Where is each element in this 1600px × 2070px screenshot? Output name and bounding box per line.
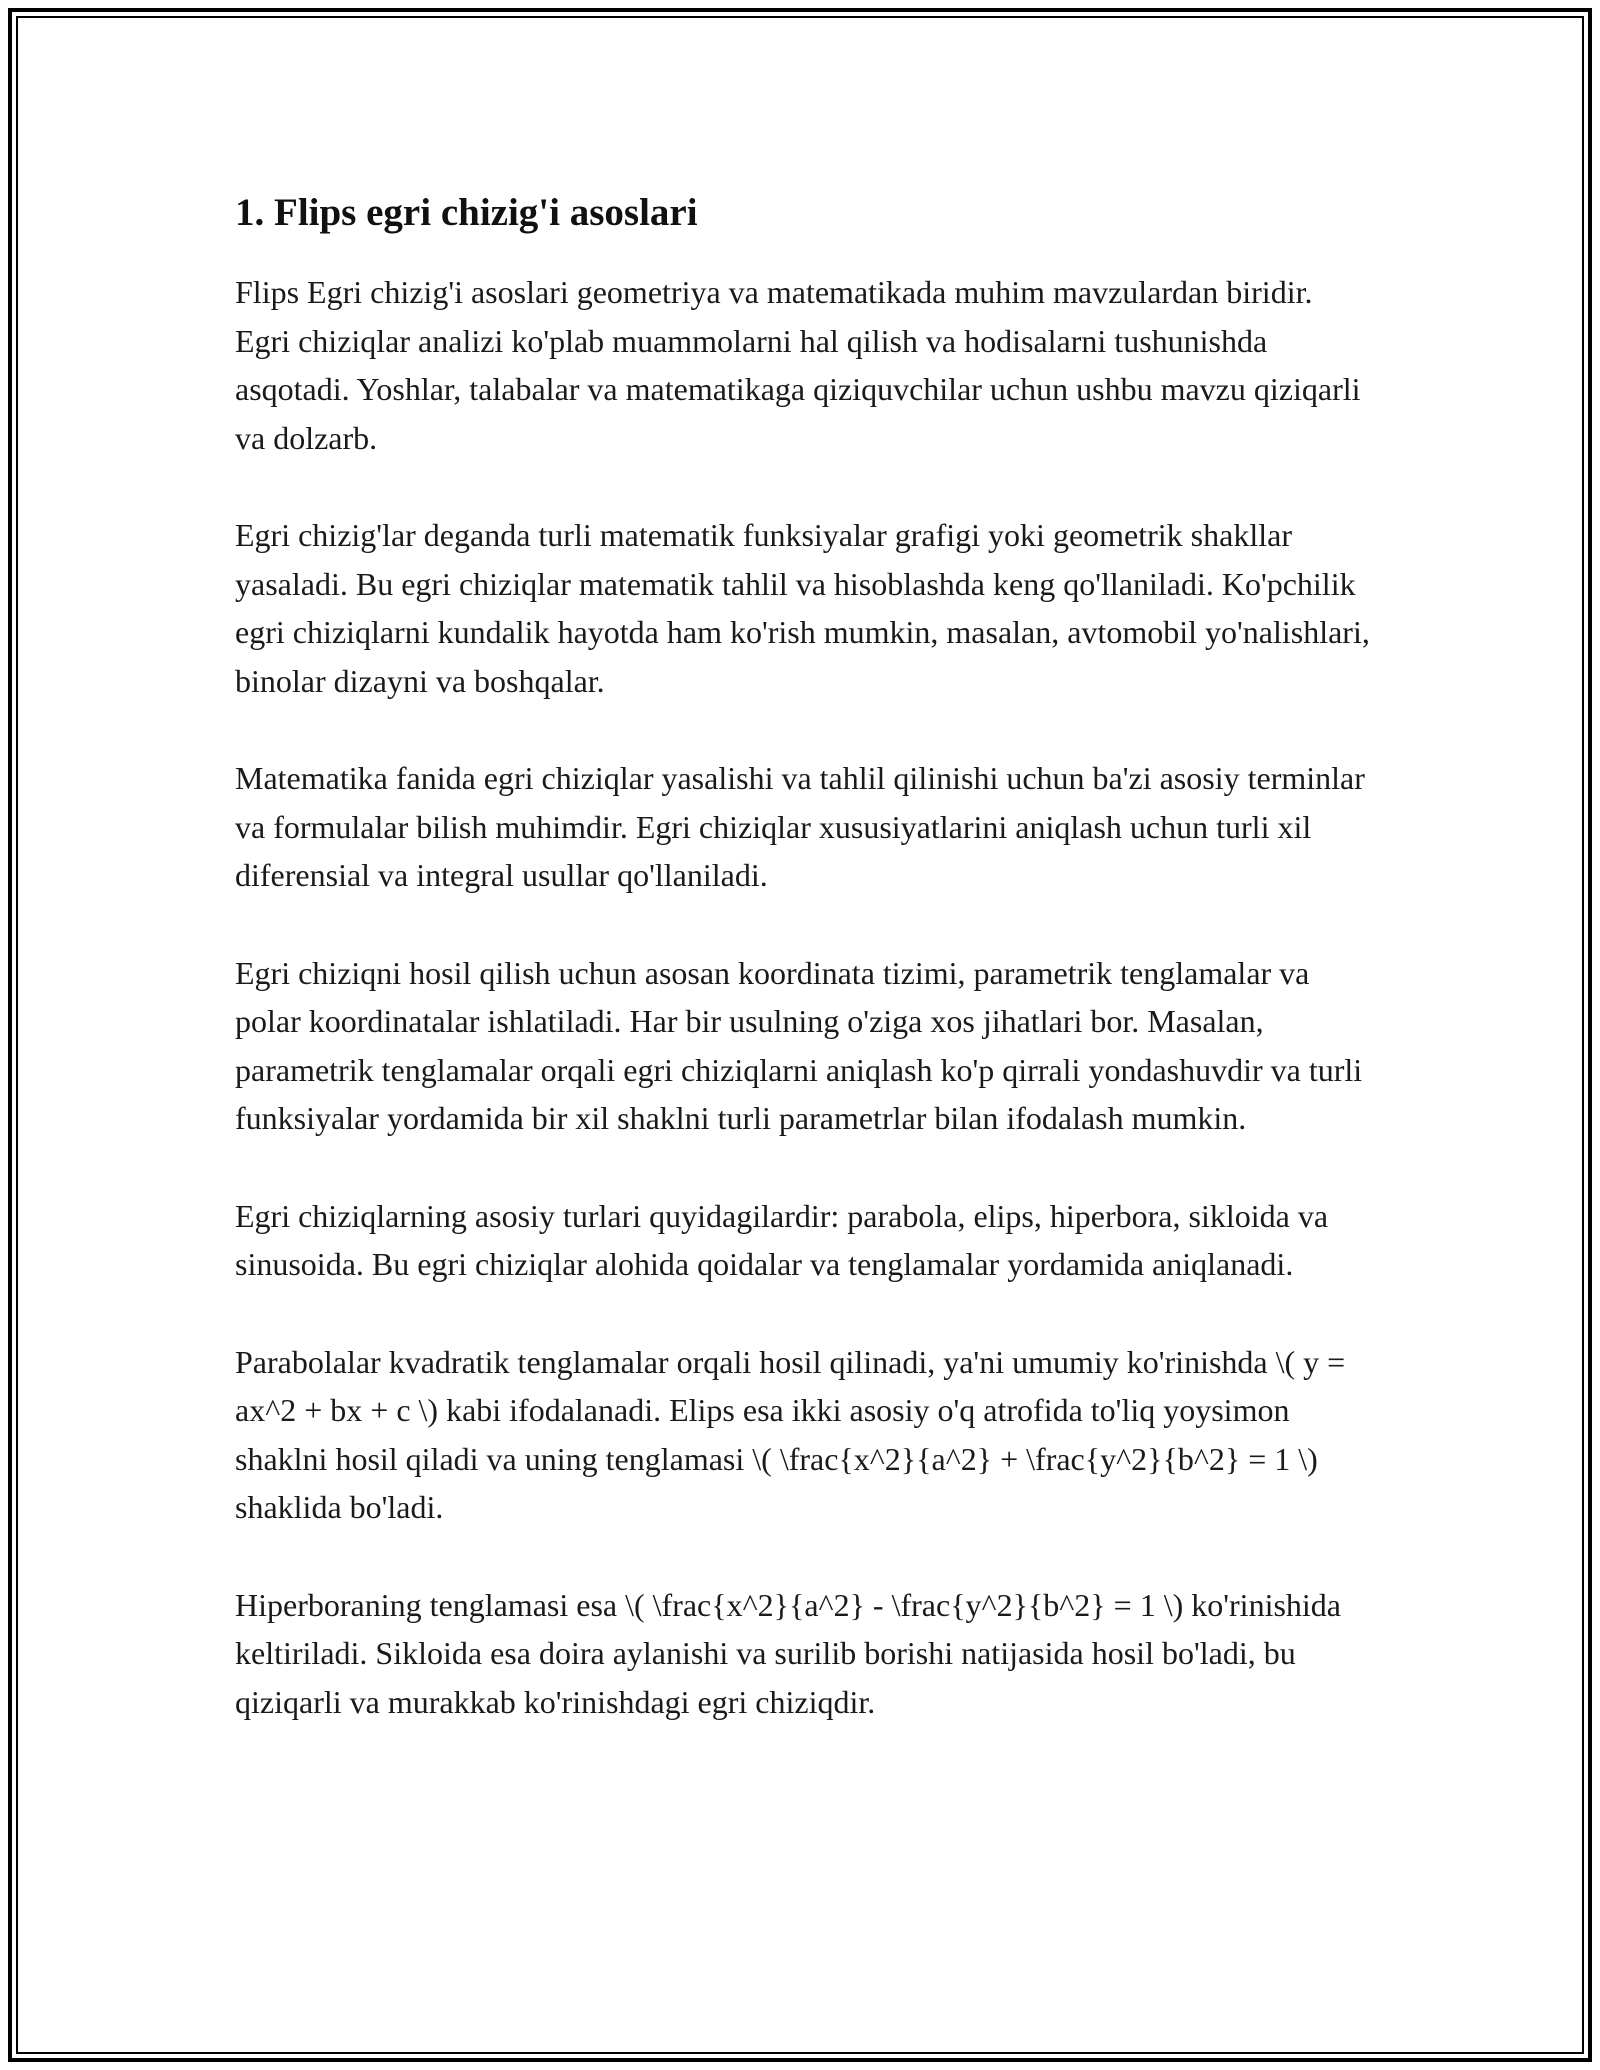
paragraph-parabola-ellipse: Parabolalar kvadratik tenglamalar orqali hosil qilinadi, ya'ni umumiy ko'rinishda \( y = ax^2 + bx + c \) kabi ifodalanadi. Elips esa ikki asosiy o'q atrofida to'liq yoysimon shaklni hosil qiladi va uning tenglamasi \( \frac{x^2}{a^2} + \frac{y^2}{b^2} = 1 \) shaklida bo'ladi.	[235, 1343, 1346, 1525]
paragraph-hyperbola-cycloid: Hiperboraning tenglamasi esa \( \frac{x^2}{a^2} - \frac{y^2}{b^2} = 1 \) ko'rinishida keltiriladi. Sikloida esa doira aylanishi va surilib borishi natijasida hosil bo'ladi, bu qiziqarli va murakkab ko'rinishdagi egri chiziqdir.	[235, 1586, 1341, 1720]
paragraph-intro: Flips Egri chizig'i asoslari geometriya va matematikada muhim mavzulardan biridir. Egri chiziqlar analizi ko'plab muammolarni hal qilish va hodisalarni tushunishda asqotadi. Yoshlar, talabalar va matematikaga qiziquvchilar uchun ushbu mavzu qiziqarli va dolzarb.	[235, 274, 1361, 456]
paragraph-coordinate-systems: Egri chiziqni hosil qilish uchun asosan koordinata tizimi, parametrik tenglamalar va polar koordinatalar ishlatiladi. Har bir usulning o'ziga xos jihatlari bor. Masalan, parametrik tenglamalar orqali egri chiziqlarni aniqlash ko'p qirrali yondashuvdir va turli funksiyalar yordamida bir xil shaklni turli parametrlar bilan ifodalash mumkin.	[235, 954, 1363, 1136]
document-body	[235, 186, 1375, 1775]
section-heading: 1. Flips egri chizig'i asoslari	[235, 191, 698, 234]
paragraph-curve-types: Egri chiziqlarning asosiy turlari quyidagilardir: parabola, elips, hiperbora, sikloida va sinusoida. Bu egri chiziqlar alohida qoidalar va tenglamalar yordamida aniqlanadi.	[235, 1197, 1329, 1282]
paragraph-curves-definition: Egri chizig'lar deganda turli matematik funksiyalar grafigi yoki geometrik shakllar yasaladi. Bu egri chiziqlar matematik tahlil va hisoblashda keng qo'llaniladi. Ko'pchilik egri chiziqlarni kundalik hayotda ham ko'rish mumkin, masalan, avtomobil yo'nalishlari, binolar dizayni va boshqalar.	[235, 517, 1370, 699]
paragraph-terms: Matematika fanida egri chiziqlar yasalishi va tahlil qilinishi uchun ba'zi asosiy terminlar va formulalar bilish muhimdir. Egri chiziqlar xususiyatlarini aniqlash uchun turli xil diferensial va integral usullar qo'llaniladi.	[235, 760, 1365, 893]
